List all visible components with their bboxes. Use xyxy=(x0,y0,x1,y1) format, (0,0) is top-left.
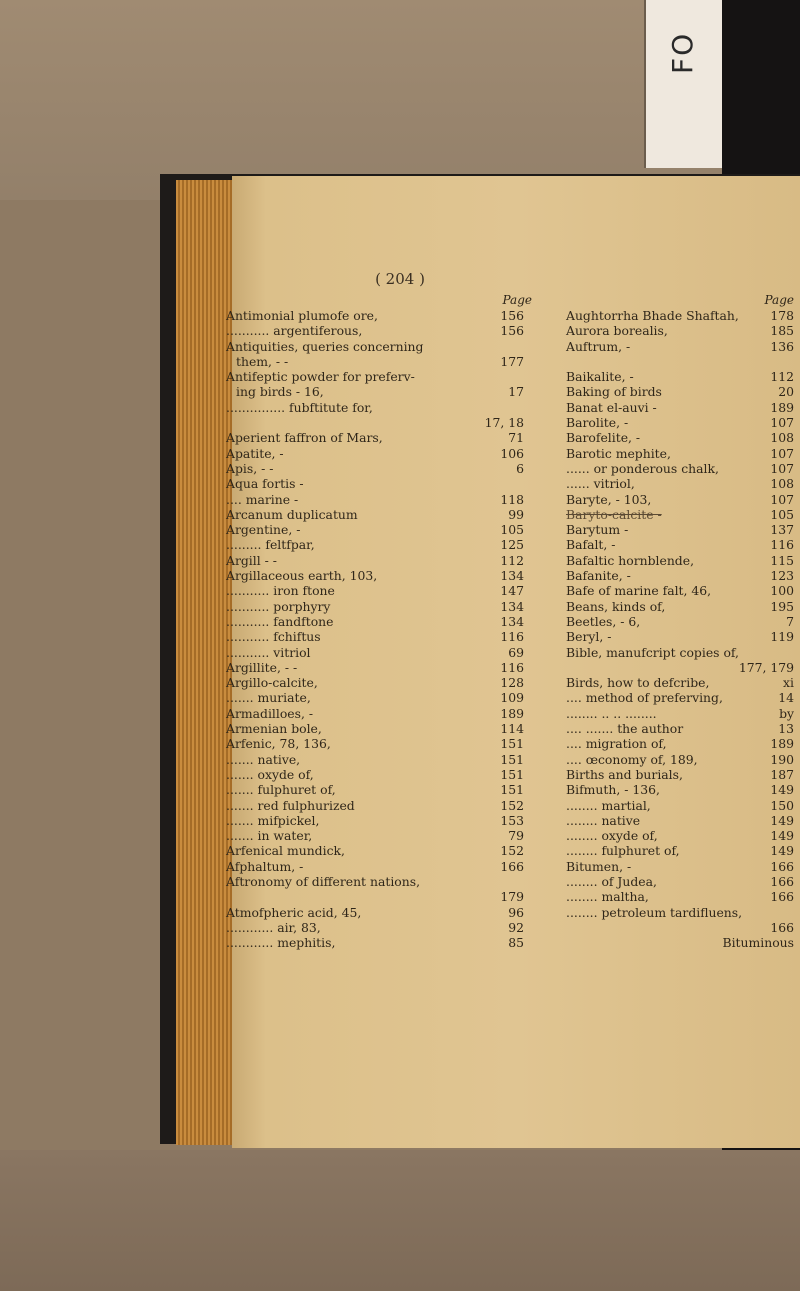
index-entry xyxy=(566,339,796,354)
index-entry xyxy=(226,736,540,751)
entry-text: ........ .. .. ........ xyxy=(566,705,657,721)
entry-text: Births and burials, xyxy=(566,766,683,782)
index-entry xyxy=(566,430,796,445)
entry-text: Beryl, - xyxy=(566,629,612,645)
entry-text: .... œconomy of, 189, xyxy=(566,751,698,767)
index-entry xyxy=(566,446,796,461)
index-entry xyxy=(226,323,540,338)
entry-text: Baryte, - 103, xyxy=(566,491,652,507)
entry-text: Argentine, - xyxy=(226,522,301,538)
index-entry xyxy=(226,614,540,629)
index-entry xyxy=(226,675,540,690)
entry-page-ref: 125 xyxy=(500,537,524,553)
column-header: Page xyxy=(764,293,794,307)
entry-text: Bitumen, - xyxy=(566,858,632,874)
entry-text: Apis, - - xyxy=(226,460,274,476)
entry-page-ref: 115 xyxy=(770,552,794,568)
entry-text: Beetles, - 6, xyxy=(566,613,641,629)
index-entry xyxy=(566,828,796,843)
column-header: Page xyxy=(502,293,532,307)
index-entry xyxy=(566,798,796,813)
entry-text: ............ air, 83, xyxy=(226,919,321,935)
entry-page-ref: 166 xyxy=(770,889,794,905)
index-entry xyxy=(226,629,540,644)
entry-page-ref: 105 xyxy=(770,506,794,522)
index-entry xyxy=(566,308,796,323)
index-entry xyxy=(226,583,540,598)
entry-page-ref: 108 xyxy=(770,430,794,446)
entry-text: Aftronomy of different nations, xyxy=(226,873,421,889)
entry-text: Apatite, - xyxy=(226,445,284,461)
entry-page-ref: 179 xyxy=(500,889,524,905)
index-entry xyxy=(226,384,540,399)
index-entry xyxy=(566,507,796,522)
index-entry xyxy=(566,553,796,568)
index-entry xyxy=(226,553,540,568)
index-entry xyxy=(226,507,540,522)
entry-page-ref: 153 xyxy=(500,812,524,828)
entry-page-ref: 116 xyxy=(770,537,794,553)
entry-page-ref: 7 xyxy=(786,613,794,629)
entry-text: ........ of Judea, xyxy=(566,873,657,889)
index-entry xyxy=(566,522,796,537)
entry-text: ....... fulphuret of, xyxy=(226,782,336,798)
page-number: ( 204 ) xyxy=(375,270,425,288)
index-column-right xyxy=(566,292,796,950)
entry-page-ref: 13 xyxy=(778,721,794,737)
entry-text: ........... vitriol xyxy=(226,644,311,660)
index-entry xyxy=(226,843,540,858)
index-entry xyxy=(566,645,796,660)
index-entry xyxy=(226,798,540,813)
entry-text: Atmofpheric acid, 45, xyxy=(226,904,362,920)
index-entry xyxy=(566,476,796,491)
entry-text: ........... argentiferous, xyxy=(226,323,363,339)
entry-page-ref: 149 xyxy=(770,782,794,798)
entry-text: Baking of birds xyxy=(566,384,662,400)
entry-text: Bafe of marine falt, 46, xyxy=(566,583,712,599)
entry-text: Argillite, - - xyxy=(226,659,298,675)
entry-page-ref: 108 xyxy=(770,476,794,492)
entry-page-ref: 166 xyxy=(500,858,524,874)
entry-text: Armadilloes, - xyxy=(226,705,314,721)
entry-text: ....... mifpickel, xyxy=(226,812,320,828)
entry-text: ........ martial, xyxy=(566,797,651,813)
entry-page-ref: 134 xyxy=(500,568,524,584)
index-entry xyxy=(226,752,540,767)
entry-page-ref: 185 xyxy=(770,323,794,339)
entry-text: Antimonial plumofe ore, xyxy=(226,308,378,323)
entry-text: ....... muriate, xyxy=(226,690,311,706)
entry-page-ref: 79 xyxy=(508,828,524,844)
entry-text: ....... oxyde of, xyxy=(226,766,314,782)
entry-page-ref: 112 xyxy=(500,552,524,568)
index-entry xyxy=(566,614,796,629)
entry-page-ref: 106 xyxy=(500,445,524,461)
entry-page-ref: 128 xyxy=(500,675,524,691)
entry-text: Banat el-auvi - xyxy=(566,399,657,415)
entry-page-ref: 116 xyxy=(500,659,524,675)
index-entry xyxy=(226,461,540,476)
index-entry xyxy=(226,415,540,430)
index-entry xyxy=(226,889,540,904)
index-entry xyxy=(226,874,540,889)
entry-text: ........... fchiftus xyxy=(226,629,321,645)
entry-page-ref: 166 xyxy=(770,873,794,889)
entry-page-ref: 119 xyxy=(770,629,794,645)
entry-page-ref: 156 xyxy=(500,308,524,323)
entry-page-ref: 116 xyxy=(500,629,524,645)
entry-text: ........... fandftone xyxy=(226,613,334,629)
index-entry xyxy=(226,430,540,445)
entry-page-ref: 150 xyxy=(770,797,794,813)
index-entry xyxy=(566,752,796,767)
entry-page-ref: 96 xyxy=(508,904,524,920)
index-entry xyxy=(566,400,796,415)
entry-text: Arfenical mundick, xyxy=(226,843,345,859)
entry-text: Armenian bole, xyxy=(226,721,322,737)
entry-page-ref: 189 xyxy=(500,705,524,721)
entry-page-ref: 107 xyxy=(770,491,794,507)
entry-page-ref: 190 xyxy=(770,751,794,767)
entry-page-ref: 69 xyxy=(508,644,524,660)
entry-page-ref: 85 xyxy=(508,935,524,951)
entry-text: them, - - xyxy=(236,353,289,369)
index-entry xyxy=(566,920,796,935)
index-entry xyxy=(566,323,796,338)
index-entry xyxy=(226,706,540,721)
index-entry xyxy=(226,476,540,491)
entry-page-ref: 149 xyxy=(770,812,794,828)
index-entry xyxy=(566,568,796,583)
entry-text: Aperient faffron of Mars, xyxy=(226,430,383,446)
index-entry xyxy=(226,354,540,369)
entry-page-ref: Bituminous xyxy=(722,935,794,951)
entry-list xyxy=(566,308,796,950)
entry-page-ref: 92 xyxy=(508,919,524,935)
entry-page-ref: 187 xyxy=(770,766,794,782)
entry-text: ....... red fulphurized xyxy=(226,797,355,813)
entry-page-ref: 149 xyxy=(770,828,794,844)
index-entry xyxy=(566,843,796,858)
index-entry xyxy=(226,522,540,537)
index-entry xyxy=(566,461,796,476)
entry-text: ........... iron ftone xyxy=(226,583,335,599)
entry-page-ref: 156 xyxy=(500,323,524,339)
entry-page-ref: 151 xyxy=(500,751,524,767)
entry-text: Arcanum duplicatum xyxy=(226,506,358,522)
index-entry xyxy=(226,782,540,797)
index-entry xyxy=(226,920,540,935)
entry-text: Aqua fortis - xyxy=(226,476,304,492)
index-entry xyxy=(566,629,796,644)
index-entry xyxy=(226,859,540,874)
entry-text: ........... porphyry xyxy=(226,598,331,614)
entry-text: Barotic mephite, xyxy=(566,445,671,461)
index-entry xyxy=(566,736,796,751)
entry-text: Barolite, - xyxy=(566,415,629,431)
index-entry xyxy=(566,492,796,507)
index-entry xyxy=(226,369,540,384)
entry-text: Argillo-calcite, xyxy=(226,675,318,691)
entry-page-ref: 17, 18 xyxy=(484,415,524,431)
index-entry xyxy=(226,645,540,660)
entry-page-ref: 20 xyxy=(778,384,794,400)
index-entry xyxy=(566,859,796,874)
index-entry xyxy=(226,935,540,950)
entry-text: Antifeptic powder for preferv- xyxy=(226,369,415,385)
entry-page-ref: 151 xyxy=(500,782,524,798)
shelf-label xyxy=(644,0,724,168)
index-entry xyxy=(226,813,540,828)
entry-page-ref: 151 xyxy=(500,766,524,782)
entry-page-ref: 105 xyxy=(500,522,524,538)
entry-page-ref: 189 xyxy=(770,736,794,752)
entry-text: ........ petroleum tardifluens, xyxy=(566,904,743,920)
entry-page-ref: 152 xyxy=(500,843,524,859)
index-entry xyxy=(226,767,540,782)
index-entry xyxy=(566,660,796,675)
entry-page-ref: 147 xyxy=(500,583,524,599)
entry-page-ref: by xyxy=(779,705,794,721)
entry-text: .... marine - xyxy=(226,491,299,507)
entry-text: Bafaltic hornblende, xyxy=(566,552,695,568)
entry-text: ........ oxyde of, xyxy=(566,828,658,844)
index-entry xyxy=(566,706,796,721)
entry-text: Argillaceous earth, 103, xyxy=(226,568,378,584)
index-entry xyxy=(566,537,796,552)
entry-text: .... method of preferving, xyxy=(566,690,723,706)
entry-text: ...... or ponderous chalk, xyxy=(566,460,719,476)
entry-page-ref: 123 xyxy=(770,568,794,584)
entry-text: ........ native xyxy=(566,812,641,828)
table-surface xyxy=(0,1150,800,1291)
entry-page-ref: 177, 179 xyxy=(738,659,794,675)
entry-text: Arfenic, 78, 136, xyxy=(226,736,331,752)
entry-page-ref: 107 xyxy=(770,445,794,461)
index-entry xyxy=(566,690,796,705)
entry-text: Aughtorrha Bhade Shaftah, xyxy=(566,308,739,323)
index-entry xyxy=(566,369,796,384)
index-entry xyxy=(226,400,540,415)
entry-page-ref: 195 xyxy=(770,598,794,614)
index-entry xyxy=(566,874,796,889)
entry-text: Argill - - xyxy=(226,552,277,568)
entry-text: Bafanite, - xyxy=(566,568,631,584)
index-entry xyxy=(566,905,796,920)
index-entry xyxy=(226,721,540,736)
index-entry xyxy=(566,889,796,904)
index-entry xyxy=(226,308,540,323)
entry-text: ............ mephitis, xyxy=(226,935,336,951)
entry-page-ref: 17 xyxy=(508,384,524,400)
index-column-left xyxy=(226,292,540,950)
entry-page-ref: xi xyxy=(783,675,794,691)
entry-text: ........ maltha, xyxy=(566,889,649,905)
entry-text: ....... native, xyxy=(226,751,301,767)
entry-page-ref: 71 xyxy=(508,430,524,446)
entry-page-ref: 134 xyxy=(500,598,524,614)
index-entry xyxy=(226,905,540,920)
index-entry xyxy=(226,339,540,354)
entry-page-ref: 6 xyxy=(516,460,524,476)
entry-page-ref: 177 xyxy=(500,353,524,369)
entry-text: Bible, manufcript copies of, xyxy=(566,644,739,660)
entry-page-ref: 112 xyxy=(770,369,794,385)
entry-text: Bifmuth, - 136, xyxy=(566,782,660,798)
entry-text: .... migration of, xyxy=(566,736,667,752)
entry-page-ref: 136 xyxy=(770,338,794,354)
index-entry xyxy=(226,599,540,614)
index-entry xyxy=(566,599,796,614)
entry-text: ...... vitriol, xyxy=(566,476,635,492)
entry-page-ref: 189 xyxy=(770,399,794,415)
index-entry xyxy=(226,537,540,552)
index-entry xyxy=(226,568,540,583)
entry-text: Birds, how to defcribe, xyxy=(566,675,710,691)
entry-text: Auftrum, - xyxy=(566,338,631,354)
index-entry xyxy=(566,415,796,430)
entry-text: Antiquities, queries concerning xyxy=(226,338,424,354)
entry-page-ref: 152 xyxy=(500,797,524,813)
entry-text: ing birds - 16, xyxy=(236,384,324,400)
entry-text: Baryto-calcite - xyxy=(566,506,662,522)
entry-page-ref: 107 xyxy=(770,415,794,431)
entry-text: Barofelite, - xyxy=(566,430,641,446)
entry-page-ref: 137 xyxy=(770,522,794,538)
entry-text: ............... fubftitute for, xyxy=(226,399,373,415)
entry-page-ref: 107 xyxy=(770,460,794,476)
entry-page-ref: 109 xyxy=(500,690,524,706)
entry-text: Aurora borealis, xyxy=(566,323,668,339)
index-entry xyxy=(566,782,796,797)
entry-text: .... ....... the author xyxy=(566,721,684,737)
entry-page-ref: 166 xyxy=(770,858,794,874)
entry-text: ....... in water, xyxy=(226,828,313,844)
entry-text: Afphaltum, - xyxy=(226,858,304,874)
entry-page-ref: 151 xyxy=(500,736,524,752)
entry-page-ref: 178 xyxy=(770,308,794,323)
entry-text: ......... feltfpar, xyxy=(226,537,315,553)
index-entry xyxy=(566,384,796,399)
index-entry xyxy=(226,828,540,843)
entry-text: ........ fulphuret of, xyxy=(566,843,680,859)
entry-page-ref: 118 xyxy=(500,491,524,507)
index-entry xyxy=(566,583,796,598)
index-entry xyxy=(566,721,796,736)
entry-text: Beans, kinds of, xyxy=(566,598,666,614)
entry-page-ref: 99 xyxy=(508,506,524,522)
index-entry xyxy=(226,492,540,507)
entry-page-ref: 100 xyxy=(770,583,794,599)
index-entry xyxy=(566,675,796,690)
entry-page-ref: 166 xyxy=(770,919,794,935)
index-entry xyxy=(226,446,540,461)
index-entry xyxy=(566,767,796,782)
index-entry xyxy=(566,813,796,828)
entry-page-ref: 134 xyxy=(500,613,524,629)
entry-text: Bafalt, - xyxy=(566,537,616,553)
index-entry xyxy=(226,690,540,705)
index-entry xyxy=(226,660,540,675)
shelf-label-text: FO xyxy=(666,31,699,74)
entry-text: Baikalite, - xyxy=(566,369,634,385)
entry-page-ref: 14 xyxy=(778,690,794,706)
entry-page-ref: 114 xyxy=(500,721,524,737)
entry-list xyxy=(226,308,540,950)
entry-page-ref: 149 xyxy=(770,843,794,859)
entry-text: Barytum - xyxy=(566,522,629,538)
index-entry xyxy=(566,935,796,950)
